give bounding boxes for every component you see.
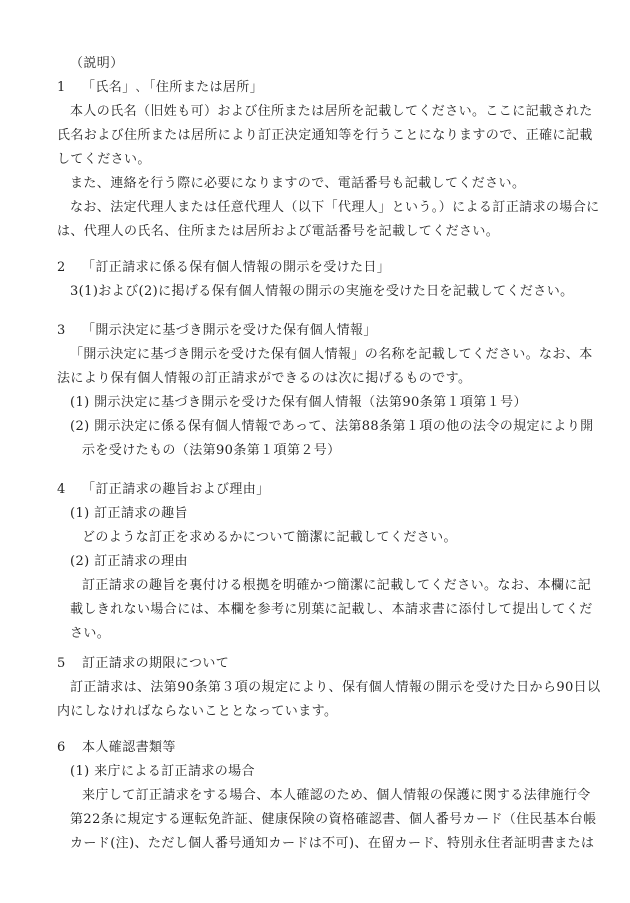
subsection-heading: (2) 訂正請求の理由 [70, 554, 188, 569]
paragraph-line: 内にしなければならないこととなっています。 [57, 704, 338, 719]
section-2 [57, 256, 587, 304]
paragraph-line: カード(注)、ただし個人番号通知カードは不可)、在留カード、特別永住者証明書または [70, 836, 595, 851]
section-number: 3 [57, 323, 66, 338]
section-number: 2 [57, 260, 66, 275]
paragraph-line: は、代理人の氏名、住所または居所および電話番号を記載してください。 [57, 224, 500, 239]
intro-heading: （説明） [70, 56, 124, 71]
section-heading [57, 319, 587, 343]
section-heading [57, 76, 587, 100]
section-title: 「訂正請求の趣旨および理由」 [82, 482, 270, 497]
section-number: 4 [57, 482, 66, 497]
section-number: 5 [57, 656, 66, 671]
paragraph-line: 載しきれない場合には、本欄を参考に別葉に記載し、本請求書に添付して提出してくだ [70, 602, 593, 617]
paragraph-line: さい。 [70, 626, 111, 641]
paragraph-line: どのような訂正を求めるかについて簡潔に記載してください。 [82, 530, 457, 545]
paragraph-line: 来庁して訂正請求をする場合、本人確認のため、個人情報の保護に関する法律施行令 [82, 788, 591, 803]
paragraph-line: 3(1)および(2)に掲げる保有個人情報の開示の実施を受けた日を記載してください。 [70, 284, 574, 299]
list-item: (2) 開示決定に係る保有個人情報であって、法第88条第１項の他の法令の規定により開 [70, 419, 594, 434]
section-heading [57, 256, 587, 280]
section-4 [57, 478, 593, 646]
document-body [57, 52, 601, 856]
section-title: 「氏名」､「住所または居所」 [82, 80, 264, 95]
paragraph-line: 本人の氏名（旧姓も可）および住所または居所を記載してください。ここに記載された [70, 104, 593, 119]
list-item: (1) 開示決定に基づき開示を受けた保有個人情報（法第90条第１項第１号） [70, 395, 527, 410]
section-3 [57, 319, 594, 463]
section-title: 「訂正請求に係る保有個人情報の開示を受けた日」 [82, 260, 391, 275]
section-heading [57, 478, 587, 502]
section-6 [57, 736, 597, 856]
paragraph-line: また、連絡を行う際に必要になりますので、電話番号も記載してください。 [70, 176, 526, 191]
paragraph-line: してください。 [57, 152, 151, 167]
section-number: 1 [57, 80, 66, 95]
section-heading [57, 652, 587, 676]
paragraph-line: 「開示決定に基づき開示を受けた保有個人情報」の名称を記載してください。なお、本 [70, 347, 593, 362]
subsection-heading: (1) 来庁による訂正請求の場合 [70, 764, 255, 779]
paragraph-line: 法により保有個人情報の訂正請求ができるのは次に掲げるものです。 [57, 371, 472, 386]
section-number: 6 [57, 740, 66, 755]
section-title: 本人確認書類等 [82, 740, 176, 755]
paragraph-line: なお、法定代理人または任意代理人（以下「代理人」という。）による訂正請求の場合に [70, 200, 600, 215]
list-item-continuation: 示を受けたもの（法第90条第１項第２号） [82, 443, 341, 458]
section-heading [57, 736, 587, 760]
subsection-heading: (1) 訂正請求の趣旨 [70, 506, 188, 521]
section-5 [57, 652, 601, 724]
section-title: 訂正請求の期限について [82, 656, 230, 671]
paragraph-line: 訂正請求は、法第90条第３項の規定により、保有個人情報の開示を受けた日から90日以 [70, 680, 601, 695]
section-title: 「開示決定に基づき開示を受けた保有個人情報」 [82, 323, 377, 338]
paragraph-line: 第22条に規定する運転免許証、健康保険の資格確認書、個人番号カード（住民基本台帳 [70, 812, 597, 827]
paragraph-line: 氏名および住所または居所により訂正決定通知等を行うことになりますので、正確に記載 [57, 128, 593, 143]
paragraph-line: 訂正請求の趣旨を裏付ける根拠を明確かつ簡潔に記載してください。なお、本欄に記 [82, 578, 592, 593]
section-1 [57, 76, 600, 244]
